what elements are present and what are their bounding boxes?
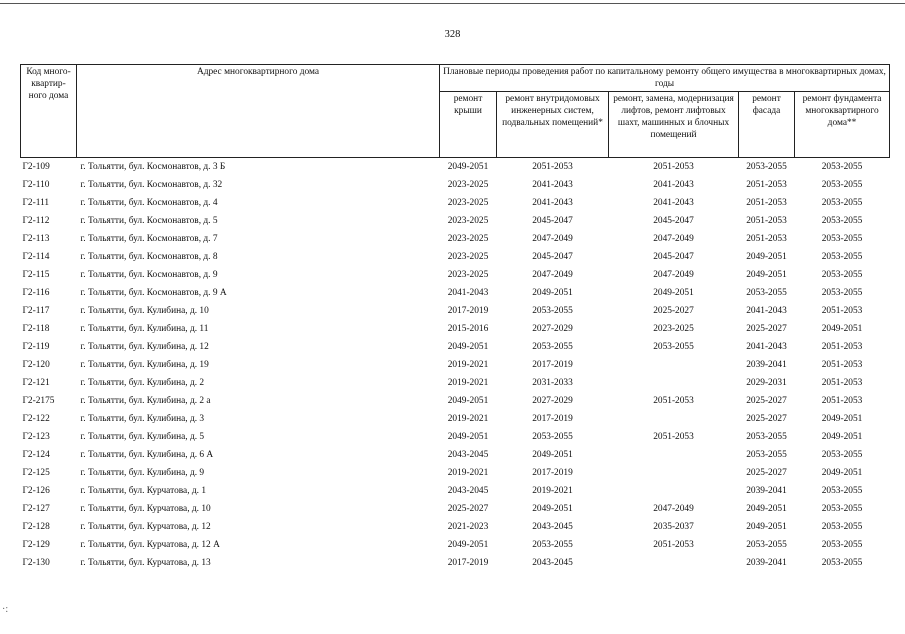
code-cell: Г2-110 (22, 180, 50, 190)
code-cell: Г2-121 (22, 378, 50, 388)
roof-cell: 2023-2025 (447, 252, 489, 262)
table-row (21, 194, 890, 212)
roof-cell: 2023-2025 (447, 270, 489, 280)
roof-cell: 2021-2023 (447, 522, 489, 532)
table-row (21, 446, 890, 464)
roof-cell: 2049-2051 (447, 162, 489, 172)
code-cell: Г2-2175 (22, 396, 55, 406)
header-address: Адрес многоквартирного дома (77, 65, 440, 158)
lifts-cell: 2045-2047 (653, 252, 694, 262)
foundation-cell: 2053-2055 (821, 558, 863, 568)
facade-cell: 2029-2031 (746, 378, 787, 388)
code-cell: Г2-109 (22, 162, 50, 172)
address-cell: г. Тольятти, бул. Кулибина, д. 9 (80, 468, 205, 478)
systems-cell: 2053-2055 (532, 432, 573, 442)
facade-cell: 2051-2053 (746, 234, 787, 244)
address-cell: г. Тольятти, бул. Кулибина, д. 2 а (80, 396, 211, 406)
facade-cell: 2049-2051 (746, 252, 787, 262)
facade-cell: 2025-2027 (746, 468, 787, 478)
facade-cell: 2051-2053 (746, 198, 787, 208)
address-cell: г. Тольятти, бул. Курчатова, д. 12 (80, 522, 211, 532)
code-cell: Г2-126 (22, 486, 50, 496)
lifts-cell: 2051-2053 (653, 432, 694, 442)
foundation-cell: 2053-2055 (821, 252, 863, 262)
roof-cell: 2023-2025 (447, 198, 489, 208)
table-row (21, 212, 890, 230)
foundation-cell: 2053-2055 (821, 540, 863, 550)
table-row (21, 554, 890, 572)
table-row (21, 464, 890, 482)
table-body (21, 158, 890, 573)
facade-cell: 2049-2051 (746, 522, 787, 532)
address-cell: г. Тольятти, бул. Кулибина, д. 6 А (80, 450, 214, 460)
lifts-cell: 2045-2047 (653, 216, 694, 226)
lifts-cell: 2047-2049 (653, 234, 694, 244)
lifts-cell: 2051-2053 (653, 396, 694, 406)
foundation-cell: 2053-2055 (821, 450, 863, 460)
address-cell: г. Тольятти, бул. Курчатова, д. 13 (80, 558, 211, 568)
systems-cell: 2017-2019 (532, 414, 573, 424)
roof-cell: 2023-2025 (447, 216, 489, 226)
systems-cell: 2041-2043 (532, 180, 573, 190)
roof-cell: 2017-2019 (447, 558, 489, 568)
code-cell: Г2-111 (22, 198, 50, 208)
foundation-cell: 2053-2055 (821, 522, 863, 532)
foundation-cell: 2053-2055 (821, 216, 863, 226)
foundation-cell: 2049-2051 (821, 324, 863, 334)
foundation-cell: 2049-2051 (821, 432, 863, 442)
capital-repair-table (20, 64, 890, 572)
roof-cell: 2023-2025 (447, 180, 489, 190)
systems-cell: 2045-2047 (532, 252, 573, 262)
table-row (21, 374, 890, 392)
lifts-cell: 2041-2043 (653, 198, 694, 208)
table-row (21, 356, 890, 374)
roof-cell: 2019-2021 (447, 468, 489, 478)
roof-cell: 2049-2051 (447, 432, 489, 442)
address-cell: г. Тольятти, бул. Курчатова, д. 1 (80, 486, 207, 496)
table-row (21, 338, 890, 356)
facade-cell: 2049-2051 (746, 270, 787, 280)
facade-cell: 2041-2043 (746, 342, 787, 352)
table-row (21, 536, 890, 554)
foundation-cell: 2053-2055 (821, 162, 863, 172)
table-row (21, 176, 890, 194)
table-row (21, 410, 890, 428)
lifts-cell: 2047-2049 (653, 270, 694, 280)
foundation-cell: 2051-2053 (821, 306, 863, 316)
systems-cell: 2017-2019 (532, 360, 573, 370)
systems-cell: 2027-2029 (532, 324, 573, 334)
address-cell: г. Тольятти, бул. Кулибина, д. 3 (80, 414, 205, 424)
roof-cell: 2049-2051 (447, 342, 489, 352)
address-cell: г. Тольятти, бул. Кулибина, д. 2 (80, 378, 205, 388)
foundation-cell: 2049-2051 (821, 468, 863, 478)
address-cell: г. Тольятти, бул. Кулибина, д. 12 (80, 342, 209, 352)
facade-cell: 2053-2055 (746, 162, 787, 172)
roof-cell: 2043-2045 (447, 486, 489, 496)
facade-cell: 2051-2053 (746, 216, 787, 226)
table-row (21, 284, 890, 302)
header-facade: ремонт фасада (739, 92, 795, 158)
lifts-cell (609, 464, 739, 482)
code-cell: Г2-125 (22, 468, 50, 478)
facade-cell: 2051-2053 (746, 180, 787, 190)
foundation-cell: 2053-2055 (821, 198, 863, 208)
table-row (21, 230, 890, 248)
lifts-cell: 2047-2049 (653, 504, 694, 514)
address-cell: г. Тольятти, бул. Кулибина, д. 11 (80, 324, 209, 334)
foundation-cell: 2053-2055 (821, 486, 863, 496)
facade-cell: 2039-2041 (746, 558, 787, 568)
scan-mark: ·: (2, 604, 9, 615)
lifts-cell: 2041-2043 (653, 180, 694, 190)
code-cell: Г2-112 (22, 216, 50, 226)
systems-cell: 2053-2055 (532, 342, 573, 352)
roof-cell: 2043-2045 (447, 450, 489, 460)
address-cell: г. Тольятти, бул. Космонавтов, д. 7 (80, 234, 218, 244)
lifts-cell: 2051-2053 (653, 162, 694, 172)
systems-cell: 2043-2045 (532, 558, 573, 568)
code-cell: Г2-113 (22, 234, 50, 244)
systems-cell: 2027-2029 (532, 396, 573, 406)
table-row (21, 518, 890, 536)
address-cell: г. Тольятти, бул. Курчатова, д. 12 А (80, 540, 220, 550)
facade-cell: 2025-2027 (746, 414, 787, 424)
facade-cell: 2053-2055 (746, 288, 787, 298)
code-cell: Г2-130 (22, 558, 50, 568)
roof-cell: 2025-2027 (447, 504, 489, 514)
code-cell: Г2-118 (22, 324, 50, 334)
code-cell: Г2-116 (22, 288, 50, 298)
roof-cell: 2049-2051 (447, 540, 489, 550)
facade-cell: 2053-2055 (746, 432, 787, 442)
systems-cell: 2049-2051 (532, 450, 573, 460)
address-cell: г. Тольятти, бул. Космонавтов, д. 3 Б (80, 162, 226, 172)
lifts-cell: 2053-2055 (653, 342, 694, 352)
roof-cell: 2041-2043 (447, 288, 489, 298)
table-row (21, 482, 890, 500)
code-cell: Г2-123 (22, 432, 50, 442)
table-row (21, 248, 890, 266)
foundation-cell: 2053-2055 (821, 180, 863, 190)
code-cell: Г2-129 (22, 540, 50, 550)
lifts-cell: 2035-2037 (653, 522, 694, 532)
lifts-cell (609, 482, 739, 500)
systems-cell: 2019-2021 (532, 486, 573, 496)
facade-cell: 2049-2051 (746, 504, 787, 514)
table-row (21, 320, 890, 338)
systems-cell: 2049-2051 (532, 288, 573, 298)
header-roof: ремонт крыши (440, 92, 497, 158)
systems-cell: 2051-2053 (532, 162, 573, 172)
systems-cell: 2053-2055 (532, 306, 573, 316)
lifts-cell: 2025-2027 (653, 306, 694, 316)
systems-cell: 2047-2049 (532, 270, 573, 280)
foundation-cell: 2053-2055 (821, 270, 863, 280)
foundation-cell: 2051-2053 (821, 378, 863, 388)
systems-cell: 2049-2051 (532, 504, 573, 514)
lifts-cell: 2051-2053 (653, 540, 694, 550)
foundation-cell: 2051-2053 (821, 342, 863, 352)
roof-cell: 2015-2016 (447, 324, 489, 334)
address-cell: г. Тольятти, бул. Космонавтов, д. 32 (80, 180, 223, 190)
roof-cell: 2019-2021 (447, 414, 489, 424)
roof-cell: 2019-2021 (447, 378, 489, 388)
address-cell: г. Тольятти, бул. Космонавтов, д. 9 А (80, 288, 227, 298)
lifts-cell (609, 356, 739, 374)
foundation-cell: 2051-2053 (821, 396, 863, 406)
lifts-cell: 2049-2051 (653, 288, 694, 298)
roof-cell: 2049-2051 (447, 396, 489, 406)
systems-cell: 2017-2019 (532, 468, 573, 478)
foundation-cell: 2053-2055 (821, 504, 863, 514)
systems-cell: 2031-2033 (532, 378, 573, 388)
top-scan-line (0, 3, 905, 4)
systems-cell: 2041-2043 (532, 198, 573, 208)
header-lifts: ремонт, замена, модернизация лифтов, ремонт лифтовых шахт, машинных и блочных помещений (609, 92, 739, 158)
systems-cell: 2043-2045 (532, 522, 573, 532)
address-cell: г. Тольятти, бул. Кулибина, д. 5 (80, 432, 205, 442)
foundation-cell: 2049-2051 (821, 414, 863, 424)
code-cell: Г2-127 (22, 504, 50, 514)
table-row (21, 500, 890, 518)
systems-cell: 2053-2055 (532, 540, 573, 550)
facade-cell: 2041-2043 (746, 306, 787, 316)
table-row (21, 266, 890, 284)
foundation-cell: 2053-2055 (821, 288, 863, 298)
table-row (21, 428, 890, 446)
lifts-cell (609, 410, 739, 428)
code-cell: Г2-124 (22, 450, 50, 460)
header-foundation: ремонт фундамента многоквартирного дома** (795, 92, 890, 158)
table-row (21, 302, 890, 320)
page-number: 328 (444, 29, 461, 40)
table-row (21, 158, 890, 177)
address-cell: г. Тольятти, бул. Кулибина, д. 19 (80, 360, 209, 370)
lifts-cell (609, 446, 739, 464)
foundation-cell: 2053-2055 (821, 234, 863, 244)
roof-cell: 2019-2021 (447, 360, 489, 370)
address-cell: г. Тольятти, бул. Космонавтов, д. 9 (80, 270, 218, 280)
code-cell: Г2-114 (22, 252, 50, 262)
code-cell: Г2-115 (22, 270, 50, 280)
table-row (21, 392, 890, 410)
code-cell: Г2-119 (22, 342, 50, 352)
code-cell: Г2-122 (22, 414, 50, 424)
address-cell: г. Тольятти, бул. Космонавтов, д. 4 (80, 198, 218, 208)
address-cell: г. Тольятти, бул. Курчатова, д. 10 (80, 504, 211, 514)
lifts-cell (609, 374, 739, 392)
facade-cell: 2053-2055 (746, 540, 787, 550)
header-periods-group: Плановые периоды проведения работ по капитальному ремонту общего имущества в многоквартирных домах, годы (440, 65, 890, 92)
code-cell: Г2-128 (22, 522, 50, 532)
facade-cell: 2039-2041 (746, 486, 787, 496)
header-code: Код много-квартир-ного дома (21, 65, 77, 158)
facade-cell: 2053-2055 (746, 450, 787, 460)
facade-cell: 2025-2027 (746, 324, 787, 334)
foundation-cell: 2051-2053 (821, 360, 863, 370)
facade-cell: 2025-2027 (746, 396, 787, 406)
roof-cell: 2023-2025 (447, 234, 489, 244)
address-cell: г. Тольятти, бул. Космонавтов, д. 5 (80, 216, 218, 226)
lifts-cell (609, 554, 739, 572)
lifts-cell: 2023-2025 (653, 324, 694, 334)
systems-cell: 2045-2047 (532, 216, 573, 226)
address-cell: г. Тольятти, бул. Кулибина, д. 10 (80, 306, 209, 316)
code-cell: Г2-117 (22, 306, 50, 316)
systems-cell: 2047-2049 (532, 234, 573, 244)
address-cell: г. Тольятти, бул. Космонавтов, д. 8 (80, 252, 218, 262)
roof-cell: 2017-2019 (447, 306, 489, 316)
code-cell: Г2-120 (22, 360, 50, 370)
facade-cell: 2039-2041 (746, 360, 787, 370)
header-systems: ремонт внутридомовых инженерных систем, подвальных помещений* (497, 92, 609, 158)
